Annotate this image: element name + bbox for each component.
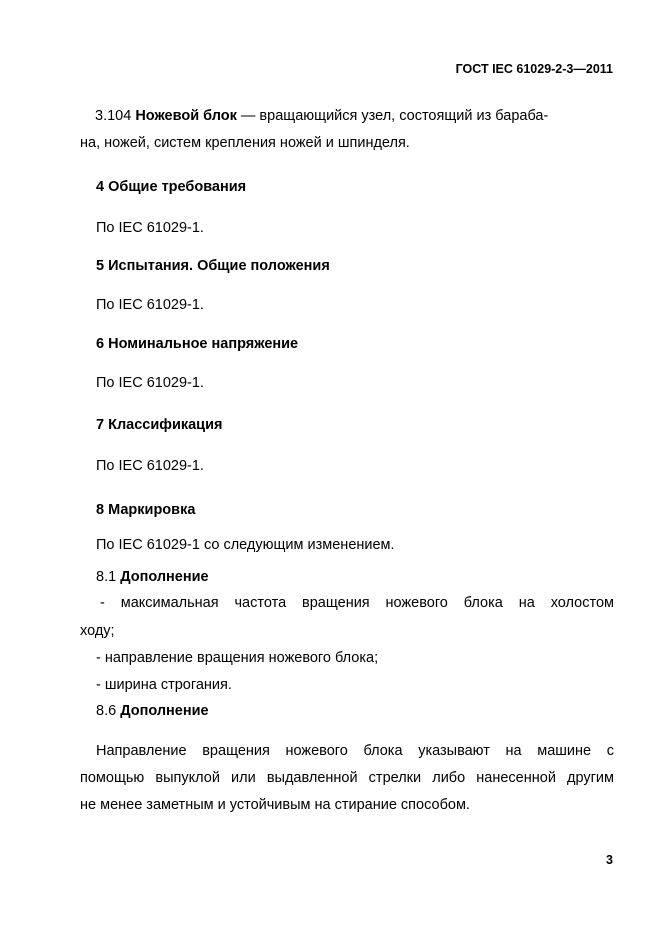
definition-line-1 — [95, 107, 548, 125]
page-number: 3 — [606, 853, 613, 867]
list-item-1-line-1: - максимальная частота вращения ножевого блока на холостом — [100, 595, 614, 611]
paragraph-8-6-line-2: помощью выпуклой или выдавленной стрелки либо нанесенной другим — [80, 770, 614, 786]
section-heading-7: 7 Классификация — [96, 417, 223, 433]
document-header: ГОСТ IEC 61029-2-3—2011 — [455, 62, 613, 76]
subsection-8-6-number: 8.6 — [96, 703, 117, 719]
definition-line-2: на, ножей, систем крепления ножей и шпинделя. — [80, 135, 410, 151]
section-heading-8: 8 Маркировка — [96, 502, 196, 518]
paragraph-8-6-line-3: не менее заметным и устойчивым на стирание способом. — [80, 797, 470, 813]
section-heading-6: 6 Номинальное напряжение — [96, 336, 299, 352]
subsection-8-1-heading — [96, 568, 209, 586]
section-text-4: По IEC 61029-1. — [96, 220, 204, 236]
definition-number: 3.104 — [95, 108, 132, 124]
list-item-3: - ширина строгания. — [96, 677, 232, 693]
section-text-6: По IEC 61029-1. — [96, 375, 204, 391]
section-heading-5: 5 Испытания. Общие положения — [96, 258, 330, 274]
section-heading-4: 4 Общие требования — [96, 179, 247, 195]
subsection-8-6-heading — [96, 702, 209, 720]
section-text-8: По IEC 61029-1 со следующим изменением. — [96, 537, 395, 553]
definition-text: — вращающийся узел, состоящий из бараба- — [240, 108, 549, 124]
section-text-5: По IEC 61029-1. — [96, 297, 204, 313]
section-text-7: По IEC 61029-1. — [96, 458, 204, 474]
list-item-1-line-2: ходу; — [80, 623, 115, 639]
subsection-8-1-title: Дополнение — [120, 569, 209, 585]
subsection-8-1-number: 8.1 — [96, 569, 117, 585]
list-item-2: - направление вращения ножевого блока; — [96, 650, 379, 666]
subsection-8-6-title: Дополнение — [120, 703, 209, 719]
paragraph-8-6-line-1: Направление вращения ножевого блока указывают на машине с — [96, 743, 614, 759]
definition-term: Ножевой блок — [135, 108, 237, 124]
